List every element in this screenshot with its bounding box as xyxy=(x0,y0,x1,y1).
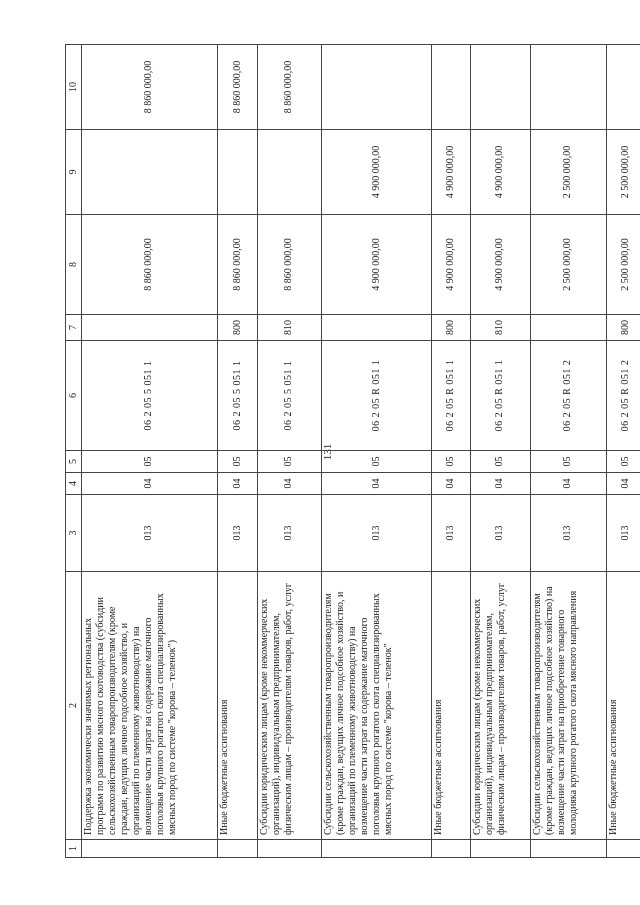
header-cell-8: 8 xyxy=(66,215,82,315)
row-number xyxy=(217,840,257,858)
header-cell-6: 6 xyxy=(66,341,82,451)
target-article-code: 06 2 05 5 051 1 xyxy=(82,341,218,451)
admin-code: 013 xyxy=(321,495,432,572)
row-number xyxy=(321,840,432,858)
amount-regional xyxy=(470,45,530,130)
expense-type-code xyxy=(82,315,218,341)
header-cell-4: 4 xyxy=(66,473,82,495)
amount-federal: 2 500 000,00 xyxy=(606,130,640,215)
amount-total: 8 860 000,00 xyxy=(217,215,257,315)
section-code: 04 xyxy=(321,473,432,495)
admin-code: 013 xyxy=(82,495,218,572)
amount-federal xyxy=(217,130,257,215)
subsection-code: 05 xyxy=(217,451,257,473)
page-number: 131 xyxy=(322,443,334,461)
row-number xyxy=(470,840,530,858)
row-name: Субсидии юридическим лицам (кроме некоммерческих организаций), индивидуальным предпринимателям, физическим лицам – производителям товаров, работ, услуг xyxy=(470,572,530,840)
amount-federal: 4 900 000,00 xyxy=(470,130,530,215)
subsection-code: 05 xyxy=(470,451,530,473)
row-name: Иные бюджетные ассигнования xyxy=(432,572,470,840)
section-code: 04 xyxy=(470,473,530,495)
header-row xyxy=(66,45,82,858)
expense-type-code: 800 xyxy=(217,315,257,341)
amount-total: 4 900 000,00 xyxy=(432,215,470,315)
row-name: Субсидии сельскохозяйственным товаропроизводителям (кроме граждан, ведущих личное подсобное хозяйство) на возмещение части затрат на приобретение товарного молодняка крупного рогатого скота мясного направления xyxy=(531,572,607,840)
target-article-code: 06 2 05 R 051 1 xyxy=(321,341,432,451)
expense-type-code: 800 xyxy=(606,315,640,341)
target-article-code: 06 2 05 R 051 1 xyxy=(470,341,530,451)
expense-type-code: 810 xyxy=(470,315,530,341)
row-name: Иные бюджетные ассигнования xyxy=(606,572,640,840)
row-number xyxy=(258,840,321,858)
table-row xyxy=(217,45,257,858)
target-article-code: 06 2 05 5 051 1 xyxy=(217,341,257,451)
header-cell-5: 5 xyxy=(66,451,82,473)
amount-regional: 8 860 000,00 xyxy=(217,45,257,130)
table-row xyxy=(258,45,321,858)
table-row xyxy=(321,45,432,858)
header-cell-3: 3 xyxy=(66,495,82,572)
target-article-code: 06 2 05 R 051 1 xyxy=(432,341,470,451)
row-number xyxy=(531,840,607,858)
amount-total: 2 500 000,00 xyxy=(606,215,640,315)
amount-federal: 4 900 000,00 xyxy=(432,130,470,215)
admin-code: 013 xyxy=(432,495,470,572)
table-row xyxy=(432,45,470,858)
table-row xyxy=(82,45,218,858)
row-name: Иные бюджетные ассигнования xyxy=(217,572,257,840)
amount-federal xyxy=(82,130,218,215)
row-name: Субсидии сельскохозяйственным товаропроизводителям (кроме граждан, ведущих личное подсобное хозяйство, и организаций по племенному животноводству) на возмещение части затрат на содержание маточного поголовья крупного рогатого скота специализированных мясных пород по системе "корова – теленок" xyxy=(321,572,432,840)
row-name: Субсидии юридическим лицам (кроме некоммерческих организаций), индивидуальным предпринимателям, физическим лицам – производителям товаров, работ, услуг xyxy=(258,572,321,840)
amount-regional: 8 860 000,00 xyxy=(258,45,321,130)
subsection-code: 05 xyxy=(432,451,470,473)
amount-federal xyxy=(258,130,321,215)
admin-code: 013 xyxy=(531,495,607,572)
amount-total: 2 500 000,00 xyxy=(531,215,607,315)
subsection-code: 05 xyxy=(82,451,218,473)
section-code: 04 xyxy=(82,473,218,495)
subsection-code: 05 xyxy=(321,451,432,473)
expense-type-code xyxy=(321,315,432,341)
admin-code: 013 xyxy=(258,495,321,572)
section-code: 04 xyxy=(606,473,640,495)
header-cell-2: 2 xyxy=(66,572,82,840)
amount-federal: 2 500 000,00 xyxy=(531,130,607,215)
header-cell-1: 1 xyxy=(66,840,82,858)
table-row xyxy=(470,45,530,858)
amount-regional xyxy=(321,45,432,130)
amount-regional xyxy=(531,45,607,130)
amount-total: 8 860 000,00 xyxy=(82,215,218,315)
rotated-budget-table xyxy=(65,45,640,858)
target-article-code: 06 2 05 R 051 2 xyxy=(606,341,640,451)
header-cell-9: 9 xyxy=(66,130,82,215)
admin-code: 013 xyxy=(606,495,640,572)
admin-code: 013 xyxy=(217,495,257,572)
expense-type-code: 810 xyxy=(258,315,321,341)
table-row xyxy=(531,45,607,858)
section-code: 04 xyxy=(258,473,321,495)
header-cell-10: 10 xyxy=(66,45,82,130)
table-row xyxy=(606,45,640,858)
amount-regional xyxy=(606,45,640,130)
amount-total: 8 860 000,00 xyxy=(258,215,321,315)
section-code: 04 xyxy=(531,473,607,495)
amount-total: 4 900 000,00 xyxy=(321,215,432,315)
target-article-code: 06 2 05 5 051 1 xyxy=(258,341,321,451)
expense-type-code xyxy=(531,315,607,341)
budget-table xyxy=(65,44,640,858)
row-name: Поддержка экономически значимых региональных программ по развитию мясного скотоводства (субсидии сельскохозяйственным товаропроизводителям (кроме граждан, ведущих личное подсобное хозяйство, и организаций по племенному животноводству) на возмещение части затрат на содержание маточного поголовья крупного рогатого скота специализированных мясных пород по системе "корова – теленок") xyxy=(82,572,218,840)
row-number xyxy=(606,840,640,858)
section-code: 04 xyxy=(432,473,470,495)
admin-code: 013 xyxy=(470,495,530,572)
row-number xyxy=(82,840,218,858)
amount-federal: 4 900 000,00 xyxy=(321,130,432,215)
amount-regional: 8 860 000,00 xyxy=(82,45,218,130)
subsection-code: 05 xyxy=(531,451,607,473)
expense-type-code: 800 xyxy=(432,315,470,341)
row-number xyxy=(432,840,470,858)
subsection-code: 05 xyxy=(606,451,640,473)
amount-total: 4 900 000,00 xyxy=(470,215,530,315)
section-code: 04 xyxy=(217,473,257,495)
subsection-code: 05 xyxy=(258,451,321,473)
target-article-code: 06 2 05 R 051 2 xyxy=(531,341,607,451)
amount-regional xyxy=(432,45,470,130)
header-cell-7: 7 xyxy=(66,315,82,341)
